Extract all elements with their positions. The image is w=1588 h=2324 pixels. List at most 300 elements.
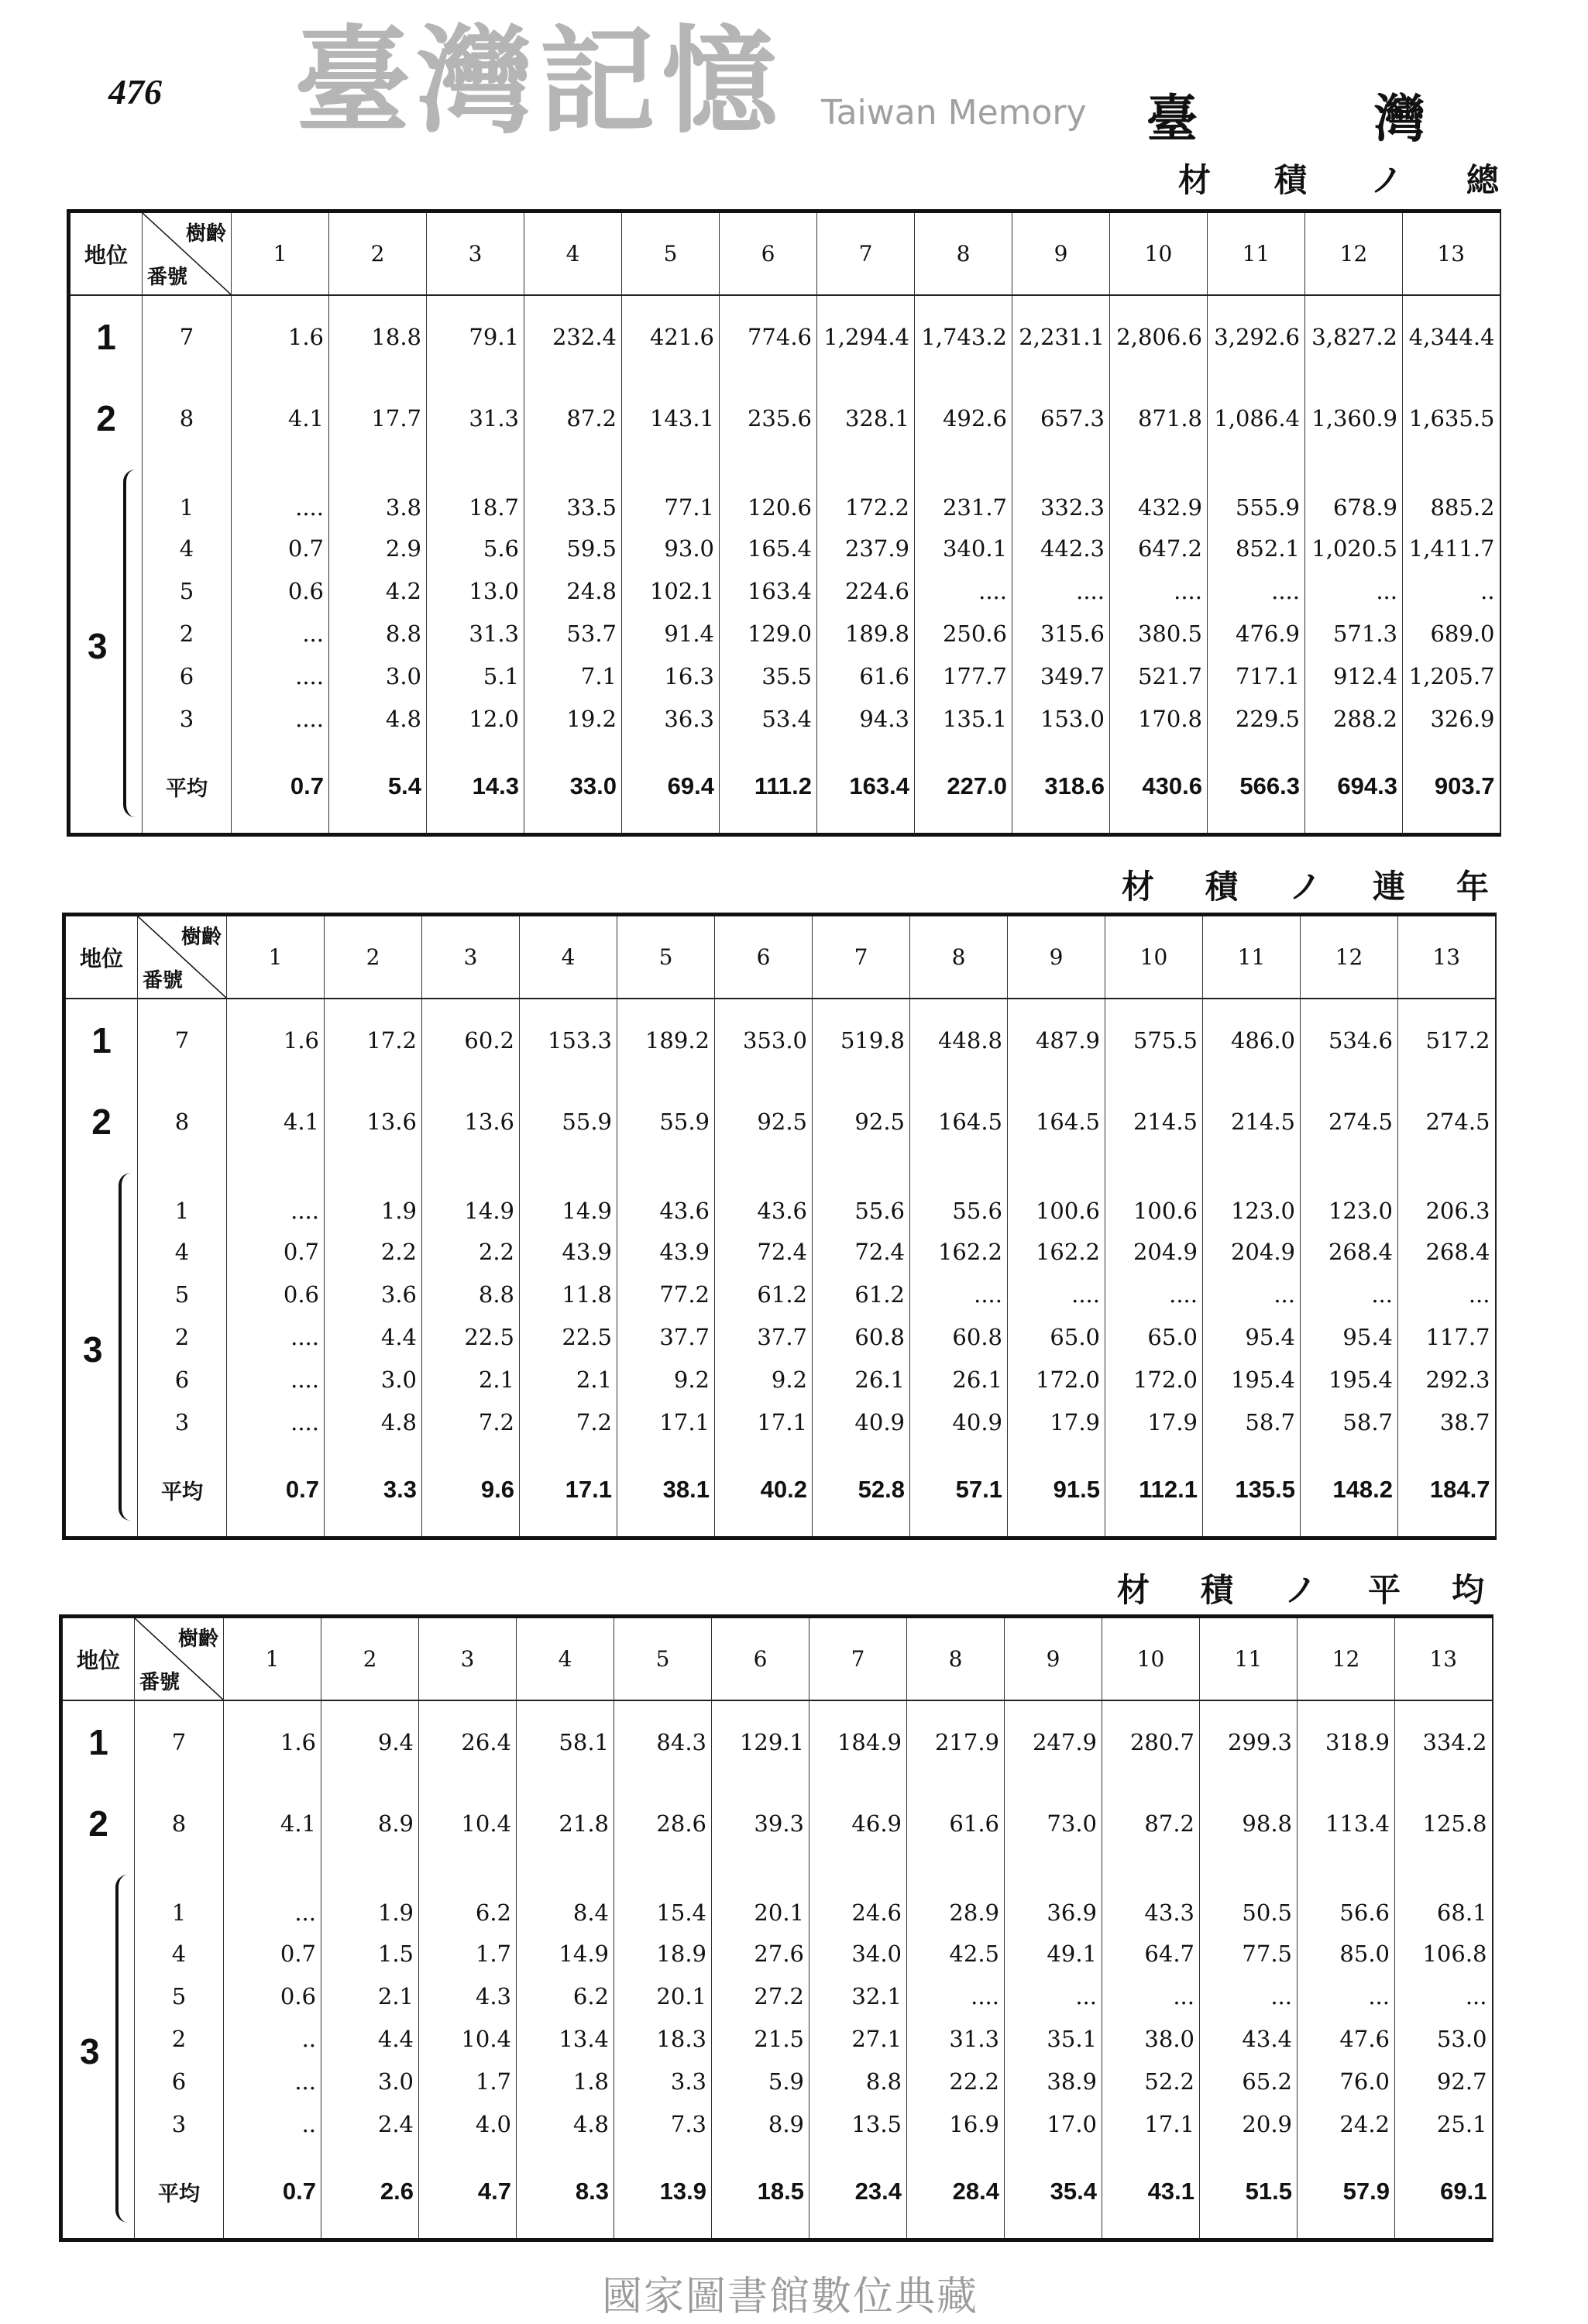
volume-cell: 1,205.7 [1403,655,1500,697]
volume-cell: 117.7 [1398,1315,1496,1358]
average-cell: 0.7 [232,740,329,835]
table-row [69,655,1500,697]
volume-cell: 73.0 [1005,1783,1102,1864]
volume-cell: 35.1 [1005,2017,1102,2060]
volume-cell: .... [227,1358,325,1401]
plot-number: 4 [138,1230,227,1273]
age-label: 樹齡 [177,1628,218,1651]
volume-cell: 3.0 [325,1358,422,1401]
volume-cell: 571.3 [1305,612,1403,655]
volume-cell: 4,344.4 [1403,295,1500,377]
average-cell: 52.8 [813,1443,910,1538]
average-cell: 69.4 [622,740,720,835]
volume-cell: 143.1 [622,377,720,459]
volume-cell: 35.5 [720,655,817,697]
volume-cell: 16.3 [622,655,720,697]
average-label: 平均 [138,1443,227,1538]
volume-cell: 1.6 [224,1700,321,1783]
volume-cell: 32.1 [809,1975,907,2017]
table-row [64,1401,1496,1443]
volume-cell: ... [1298,1975,1395,2017]
volume-cell: 3,827.2 [1305,295,1403,377]
volume-cell: 7.3 [614,2102,712,2145]
plot-number: 6 [135,2060,224,2102]
volume-cell: 24.6 [809,1864,907,1932]
volume-cell: 2,806.6 [1110,295,1208,377]
brace-icon [119,1173,132,1521]
volume-cell: 177.7 [915,655,1012,697]
average-cell: 38.1 [617,1443,715,1538]
volume-cell: 318.9 [1298,1700,1395,1783]
volume-cell: 885.2 [1403,459,1500,527]
age-column-header: 7 [813,915,910,999]
volume-cell: 153.3 [520,999,617,1081]
table-caption-total-volume: 材積ノ總 [1177,161,1562,199]
volume-cell: 852.1 [1208,527,1305,569]
average-cell: 69.1 [1395,2145,1493,2240]
volume-cell: 534.6 [1301,999,1398,1081]
age-column-header: 12 [1305,211,1403,296]
volume-cell: 61.6 [817,655,915,697]
volume-cell: 334.2 [1395,1700,1493,1783]
volume-cell: 20.9 [1200,2102,1298,2145]
volume-cell: 26.1 [813,1358,910,1401]
volume-cell: 1,086.4 [1208,377,1305,459]
volume-cell: 17.2 [325,999,422,1081]
volume-cell: .... [915,569,1012,612]
volume-cell: 476.9 [1208,612,1305,655]
volume-cell: 5.1 [427,655,524,697]
page-number: 476 [108,72,162,112]
volume-cell: 87.2 [524,377,622,459]
age-column-header: 4 [517,1617,614,1701]
volume-cell: 95.4 [1203,1315,1301,1358]
plot-number: 1 [135,1864,224,1932]
volume-cell: 162.2 [1008,1230,1105,1273]
volume-cell: 16.9 [907,2102,1005,2145]
volume-cell: 7.2 [520,1401,617,1443]
volume-cell: 76.0 [1298,2060,1395,2102]
volume-cell: .... [907,1975,1005,2017]
average-cell: 694.3 [1305,740,1403,835]
header-title-char: 灣 [1374,89,1425,149]
age-column-header: 11 [1203,915,1301,999]
volume-cell: 5.6 [427,527,524,569]
volume-cell: 2.2 [422,1230,520,1273]
volume-cell: 217.9 [907,1700,1005,1783]
volume-cell: 100.6 [1008,1162,1105,1230]
volume-cell: 55.6 [910,1162,1008,1230]
volume-cell: 65.2 [1200,2060,1298,2102]
volume-cell: 153.0 [1012,697,1110,740]
age-column-header: 6 [715,915,813,999]
volume-cell: 10.4 [419,2017,517,2060]
volume-cell: 206.3 [1398,1162,1496,1230]
table-row [61,2060,1493,2102]
volume-cell: 8.8 [422,1273,520,1315]
volume-cell: 232.4 [524,295,622,377]
table-row [61,2017,1493,2060]
volume-cell: 4.3 [419,1975,517,2017]
site-rank: 2 [96,397,116,438]
average-cell: 903.7 [1403,740,1500,835]
volume-cell: 163.4 [720,569,817,612]
volume-cell: .... [1105,1273,1203,1315]
age-number-diagonal-header [143,211,232,296]
volume-cell: 91.4 [622,612,720,655]
plot-number: 7 [138,999,227,1081]
table-row [69,569,1500,612]
volume-cell: ... [232,612,329,655]
age-column-header: 6 [720,211,817,296]
volume-cell: 17.1 [617,1401,715,1443]
volume-cell: 13.0 [427,569,524,612]
volume-cell: 164.5 [1008,1081,1105,1162]
volume-cell: 10.4 [419,1783,517,1864]
volume-cell: 22.2 [907,2060,1005,2102]
average-cell: 35.4 [1005,2145,1102,2240]
volume-cell: 195.4 [1203,1358,1301,1401]
volume-cell: 8.9 [321,1783,419,1864]
volume-cell: ... [1395,1975,1493,2017]
volume-cell: 268.4 [1398,1230,1496,1273]
age-label: 樹齡 [180,926,222,949]
site-rank: 3 [88,625,108,666]
age-column-header: 8 [915,211,1012,296]
page-header-title [1146,77,1425,151]
volume-cell: 43.4 [1200,2017,1298,2060]
average-cell: 5.4 [329,740,427,835]
volume-cell: 1.7 [419,1932,517,1975]
age-column-header: 8 [907,1617,1005,1701]
volume-cell: 1.9 [321,1864,419,1932]
volume-cell: 123.0 [1203,1162,1301,1230]
volume-cell: 380.5 [1110,612,1208,655]
volume-cell: 4.8 [325,1401,422,1443]
volume-cell: 25.1 [1395,2102,1493,2145]
plot-number: 5 [138,1273,227,1315]
plot-number: 8 [143,377,232,459]
volume-cell: 4.2 [329,569,427,612]
footer-source: 國家圖書館數位典藏 [601,2274,978,2320]
plot-number: 6 [138,1358,227,1401]
brace-icon [123,469,137,817]
average-cell: 23.4 [809,2145,907,2240]
average-cell: 227.0 [915,740,1012,835]
plot-number: 4 [135,1932,224,1975]
average-cell: 112.1 [1105,1443,1203,1538]
volume-cell: .... [1008,1273,1105,1315]
volume-cell: 224.6 [817,569,915,612]
average-row [69,740,1500,835]
average-cell: 163.4 [817,740,915,835]
table-row [64,1162,1496,1230]
age-column-header: 1 [232,211,329,296]
age-column-header: 12 [1301,915,1398,999]
volume-cell: 8.8 [329,612,427,655]
age-column-header: 2 [325,915,422,999]
age-column-header: 9 [1008,915,1105,999]
volume-cell: 84.3 [614,1700,712,1783]
volume-cell: .... [232,655,329,697]
volume-cell: 1.9 [325,1162,422,1230]
age-column-header: 1 [227,915,325,999]
volume-cell: 65.0 [1008,1315,1105,1358]
volume-cell: .... [232,459,329,527]
table-row [69,295,1500,377]
volume-cell: 38.9 [1005,2060,1102,2102]
age-number-diagonal-header [135,1617,224,1701]
volume-cell: 17.1 [1102,2102,1200,2145]
volume-cell: 58.7 [1301,1401,1398,1443]
volume-cell: 106.8 [1395,1932,1493,1975]
volume-cell: 274.5 [1398,1081,1496,1162]
average-row [64,1443,1496,1538]
volume-cell: 4.0 [419,2102,517,2145]
volume-cell: 2,231.1 [1012,295,1110,377]
volume-cell: 36.9 [1005,1864,1102,1932]
rank-column-header: 地位 [64,915,138,999]
volume-cell: 2.4 [321,2102,419,2145]
volume-cell: 31.3 [427,612,524,655]
volume-cell: 689.0 [1403,612,1500,655]
volume-cell: ... [1005,1975,1102,2017]
age-column-header: 13 [1398,915,1496,999]
average-cell: 13.9 [614,2145,712,2240]
volume-cell: 60.8 [910,1315,1008,1358]
volume-cell: 27.6 [712,1932,809,1975]
plot-number: 7 [135,1700,224,1783]
volume-cell: 328.1 [817,377,915,459]
volume-cell: 3.0 [329,655,427,697]
age-column-header: 4 [520,915,617,999]
table-row [61,1864,1493,1932]
volume-cell: 14.9 [422,1162,520,1230]
volume-cell: 22.5 [520,1315,617,1358]
volume-cell: 235.6 [720,377,817,459]
volume-cell: 43.6 [617,1162,715,1230]
age-column-header: 2 [321,1617,419,1701]
volume-cell: 17.1 [715,1401,813,1443]
volume-cell: 1,635.5 [1403,377,1500,459]
volume-cell: 43.9 [617,1230,715,1273]
volume-cell: 231.7 [915,459,1012,527]
volume-cell: ... [224,1864,321,1932]
header-row [61,1617,1493,1701]
site-rank: 3 [80,2030,100,2071]
volume-cell: 1.7 [419,2060,517,2102]
age-column-header: 10 [1102,1617,1200,1701]
age-column-header: 7 [817,211,915,296]
volume-cell: 280.7 [1102,1700,1200,1783]
volume-cell: 21.8 [517,1783,614,1864]
plot-number: 1 [143,459,232,527]
plot-number: 5 [143,569,232,612]
volume-cell: 9.2 [617,1358,715,1401]
site-rank: 3 [83,1329,103,1370]
volume-cell: 214.5 [1203,1081,1301,1162]
volume-cell: 17.0 [1005,2102,1102,2145]
volume-cell: 20.1 [712,1864,809,1932]
watermark-logo-subtitle: Taiwan Memory [821,93,1087,132]
volume-cell: 27.1 [809,2017,907,2060]
average-label: 平均 [135,2145,224,2240]
volume-cell: 95.4 [1301,1315,1398,1358]
volume-cell: ... [1301,1273,1398,1315]
volume-cell: 349.7 [1012,655,1110,697]
age-column-header: 13 [1395,1617,1493,1701]
volume-cell: 448.8 [910,999,1008,1081]
volume-cell: .... [232,697,329,740]
header-title-char: 臺 [1146,89,1198,149]
volume-cell: 4.8 [329,697,427,740]
volume-cell: 9.2 [715,1358,813,1401]
volume-cell: 521.7 [1110,655,1208,697]
volume-cell: 37.7 [715,1315,813,1358]
volume-cell: 487.9 [1008,999,1105,1081]
average-cell: 184.7 [1398,1443,1496,1538]
age-label: 樹齡 [185,222,226,246]
volume-cell: .... [227,1162,325,1230]
average-cell: 4.7 [419,2145,517,2240]
volume-cell: 2.2 [325,1230,422,1273]
volume-cell: 4.1 [224,1783,321,1864]
volume-cell: 21.5 [712,2017,809,2060]
volume-cell: 77.2 [617,1273,715,1315]
volume-cell: 18.8 [329,295,427,377]
volume-cell: 195.4 [1301,1358,1398,1401]
average-cell: 28.4 [907,2145,1005,2240]
volume-cell: 43.3 [1102,1864,1200,1932]
volume-cell: 442.3 [1012,527,1110,569]
volume-cell: 123.0 [1301,1162,1398,1230]
volume-cell: 170.8 [1110,697,1208,740]
volume-cell: 204.9 [1105,1230,1203,1273]
volume-cell: 87.2 [1102,1783,1200,1864]
volume-cell: 79.1 [427,295,524,377]
volume-cell: 34.0 [809,1932,907,1975]
volume-cell: 172.0 [1105,1358,1203,1401]
age-column-header: 6 [712,1617,809,1701]
header-row [64,915,1496,999]
age-column-header: 10 [1105,915,1203,999]
volume-cell: 98.8 [1200,1783,1298,1864]
volume-cell: 40.9 [813,1401,910,1443]
volume-cell: 204.9 [1203,1230,1301,1273]
volume-cell: 162.2 [910,1230,1008,1273]
volume-cell: .. [224,2017,321,2060]
volume-cell: 94.3 [817,697,915,740]
average-label: 平均 [143,740,232,835]
table-row [64,999,1496,1081]
volume-cell: 17.9 [1105,1401,1203,1443]
volume-cell: 100.6 [1105,1162,1203,1230]
table-row [64,1315,1496,1358]
age-column-header: 5 [614,1617,712,1701]
volume-cell: 3.8 [329,459,427,527]
average-cell: 8.3 [517,2145,614,2240]
watermark-logo: 臺灣記憶 [294,13,785,150]
average-cell: 33.0 [524,740,622,835]
volume-cell: 53.0 [1395,2017,1493,2060]
volume-cell: .... [227,1401,325,1443]
plot-number: 8 [135,1783,224,1864]
age-column-header: 3 [427,211,524,296]
volume-cell: 1.5 [321,1932,419,1975]
volume-cell: 20.1 [614,1975,712,2017]
volume-cell: 13.6 [422,1081,520,1162]
volume-cell: 102.1 [622,569,720,612]
rank-column-header: 地位 [69,211,143,296]
volume-cell: 292.3 [1398,1358,1496,1401]
volume-cell: .. [1403,569,1500,612]
volume-cell: 189.8 [817,612,915,655]
volume-cell: 31.3 [907,2017,1005,2060]
table-row [69,612,1500,655]
age-column-header: 1 [224,1617,321,1701]
age-column-header: 4 [524,211,622,296]
volume-cell: 92.5 [813,1081,910,1162]
volume-cell: 61.2 [813,1273,910,1315]
volume-cell: 60.2 [422,999,520,1081]
plot-number: 5 [135,1975,224,2017]
volume-cell: 13.5 [809,2102,907,2145]
volume-cell: 13.4 [517,2017,614,2060]
volume-cell: 517.2 [1398,999,1496,1081]
rank-column-header: 地位 [61,1617,135,1701]
volume-cell: 678.9 [1305,459,1403,527]
age-column-header: 3 [422,915,520,999]
volume-cell: 519.8 [813,999,910,1081]
average-cell: 14.3 [427,740,524,835]
plot-number: 2 [143,612,232,655]
volume-cell: 37.7 [617,1315,715,1358]
volume-cell: 1,020.5 [1305,527,1403,569]
volume-cell: 871.8 [1110,377,1208,459]
volume-cell: 0.7 [232,527,329,569]
volume-cell: .... [1110,569,1208,612]
plot-number: 6 [143,655,232,697]
brace-icon [115,1875,129,2223]
average-cell: 18.5 [712,2145,809,2240]
site-rank: 2 [88,1803,108,1844]
average-cell: 0.7 [227,1443,325,1538]
age-column-header: 10 [1110,211,1208,296]
volume-cell: 486.0 [1203,999,1301,1081]
volume-cell: 60.8 [813,1315,910,1358]
volume-cell: 68.1 [1395,1864,1493,1932]
volume-cell: 26.4 [419,1700,517,1783]
volume-cell: 9.4 [321,1700,419,1783]
number-label: 番號 [147,266,188,289]
volume-cell: 39.3 [712,1783,809,1864]
volume-cell: .... [1012,569,1110,612]
volume-cell: 1.8 [517,2060,614,2102]
volume-cell: 0.6 [227,1273,325,1315]
table-row [69,459,1500,527]
volume-cell: 3.0 [321,2060,419,2102]
site-rank-group [69,459,143,835]
volume-cell: 120.6 [720,459,817,527]
table-row [61,1975,1493,2017]
volume-cell: 1,360.9 [1305,377,1403,459]
volume-cell: 6.2 [517,1975,614,2017]
average-cell: 135.5 [1203,1443,1301,1538]
volume-cell: 77.5 [1200,1932,1298,1975]
volume-cell: 647.2 [1110,527,1208,569]
average-cell: 51.5 [1200,2145,1298,2240]
age-column-header: 12 [1298,1617,1395,1701]
